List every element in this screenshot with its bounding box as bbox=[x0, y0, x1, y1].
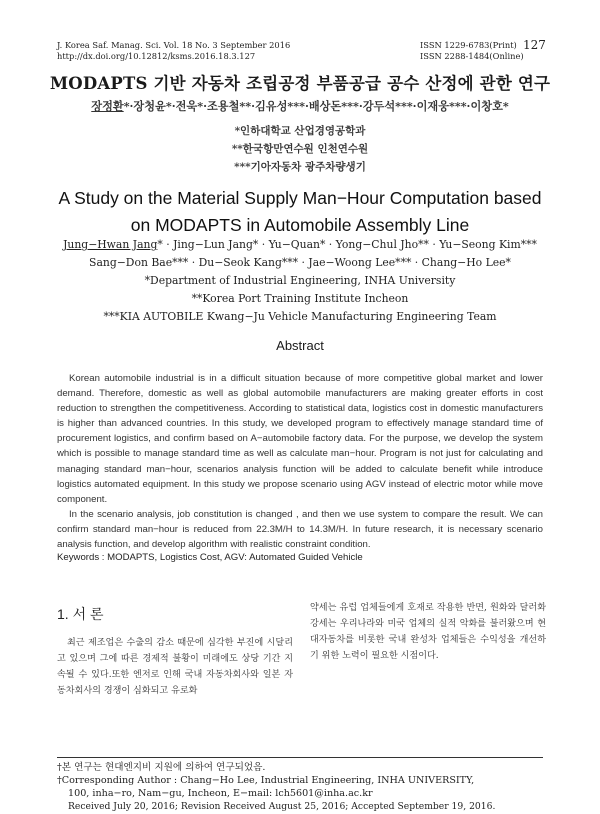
journal-citation: J. Korea Saf. Manag. Sci. Vol. 18 No. 3 September 2016 bbox=[57, 40, 291, 50]
corresponding-author-footnote: †Corresponding Author : Chang−Ho Lee, Industrial Engineering, INHA UNIVERSITY, bbox=[57, 775, 475, 786]
keywords: Keywords : MODAPTS, Logistics Cost, AGV: Automated Guided Vehicle bbox=[57, 552, 363, 563]
korean-coauthors: *·장청윤*·전욱*·조용철**·김유성***·배상돈***·강두석***·이재웅***·이창호* bbox=[123, 99, 509, 113]
english-affiliation-2: **Korea Port Training Institute Incheon bbox=[191, 292, 409, 305]
introduction-right-column: 약세는 유럽 업체들에게 호재로 작용한 반면, 원화와 달러화 강세는 우리나라와 미국 업체의 실적 악화를 불러왔으며 현대자동차를 비롯한 국내 완성차 업체들은 수익성을 개선하기 위한 노력이 필요한 시점이다. bbox=[310, 603, 546, 661]
author-address: 100, inha−ro, Nam−gu, Incheon, E−mail: lch5601@inha.ac.kr bbox=[68, 788, 373, 799]
funding-footnote: †본 연구는 현대엔지비 지원에 의하여 연구되었음. bbox=[57, 762, 266, 773]
section-heading-introduction: 1. 서 론 bbox=[57, 606, 104, 622]
abstract-paragraph-2: In the scenario analysis, job constitution is changed , and then we use system to compare the result. We can confirm standard man−hour is reduced from 22.3M/H to 14.3M/H. In future research, it is necessary scenario analysis function, and develop algorithm with realistic constraint condition. bbox=[57, 508, 543, 551]
issn-block bbox=[420, 40, 524, 62]
doi-link[interactable]: http://dx.doi.org/10.12812/ksms.2016.18.3.127 bbox=[57, 51, 256, 61]
journal-header bbox=[57, 40, 290, 62]
english-title-line-1: A Study on the Material Supply Man−Hour Computation based bbox=[58, 188, 542, 208]
english-title-line-2: on MODAPTS in Automobile Assembly Line bbox=[130, 215, 470, 235]
abstract-heading: Abstract bbox=[276, 338, 324, 353]
abstract-body bbox=[57, 371, 543, 552]
issn-online: ISSN 2288-1484(Online) bbox=[420, 51, 524, 61]
english-affiliation-3: ***KIA AUTOBILE Kwang−Ju Vehicle Manufacturing Engineering Team bbox=[103, 310, 497, 323]
korean-first-author: 장정환 bbox=[91, 99, 124, 113]
introduction-left-column: 최근 제조업은 수출의 감소 때문에 심각한 부진에 시달리고 있으며 그에 따른 경제적 불황이 미래에도 상당 기간 지속될 수 있다.또한 엔저로 인해 국내 자동차회사와 일본 자동차회사의 경쟁이 심화되고 유로화 bbox=[57, 638, 293, 696]
english-coauthors-1: * · Jing−Lun Jang* · Yu−Quan* · Yong−Chul Jho** · Yu−Seong Kim*** bbox=[157, 238, 537, 251]
english-authors-line-1 bbox=[0, 238, 600, 251]
issn-print: ISSN 1229-6783(Print) bbox=[420, 40, 517, 50]
korean-title: MODAPTS 기반 자동차 조립공정 부품공급 공수 산정에 관한 연구 bbox=[49, 74, 551, 93]
english-first-author: Jung−Hwan Jang bbox=[63, 238, 158, 251]
korean-authors bbox=[0, 98, 600, 114]
abstract-paragraph-1: Korean automobile industrial is in a difficult situation because of more competitive global market and lower demand. Therefore, domestic as well as global automobile manufacturers are making greater efforts in cost reduction to strengthen the competitiveness. According to statistical data, logistics cost in domestic manufacturers is higher than advanced countries. In this study, we developed program to effectively manage standard time of procurement logistics, and confirm based on A−automobile factory data. For the purpose, we develop the system which is possible to manage standard time as well as calculate man−hour. Program is not just for calculating and managing standard man−hour, scenarios analysis function will be added to calculate benefit while introduce logistics automated equipment. In this study we propose scenario using AGV instead of electric motor while move component. bbox=[57, 373, 543, 505]
korean-affiliation-3: ***기아자동차 광주차량생기 bbox=[234, 161, 366, 173]
english-affiliation-1: *Department of Industrial Engineering, INHA University bbox=[144, 274, 456, 287]
footnote-divider bbox=[57, 757, 543, 758]
korean-affiliation-2: **한국항만연수원 인천연수원 bbox=[231, 143, 369, 155]
page-number: 127 bbox=[523, 38, 546, 52]
english-authors-line-2: Sang−Don Bae*** · Du−Seok Kang*** · Jae−Woong Lee*** · Chang−Ho Lee* bbox=[89, 256, 511, 269]
received-dates: Received July 20, 2016; Revision Received August 25, 2016; Accepted September 19, 2016. bbox=[68, 801, 496, 812]
korean-affiliation-1: *인하대학교 산업경영공학과 bbox=[234, 125, 366, 137]
